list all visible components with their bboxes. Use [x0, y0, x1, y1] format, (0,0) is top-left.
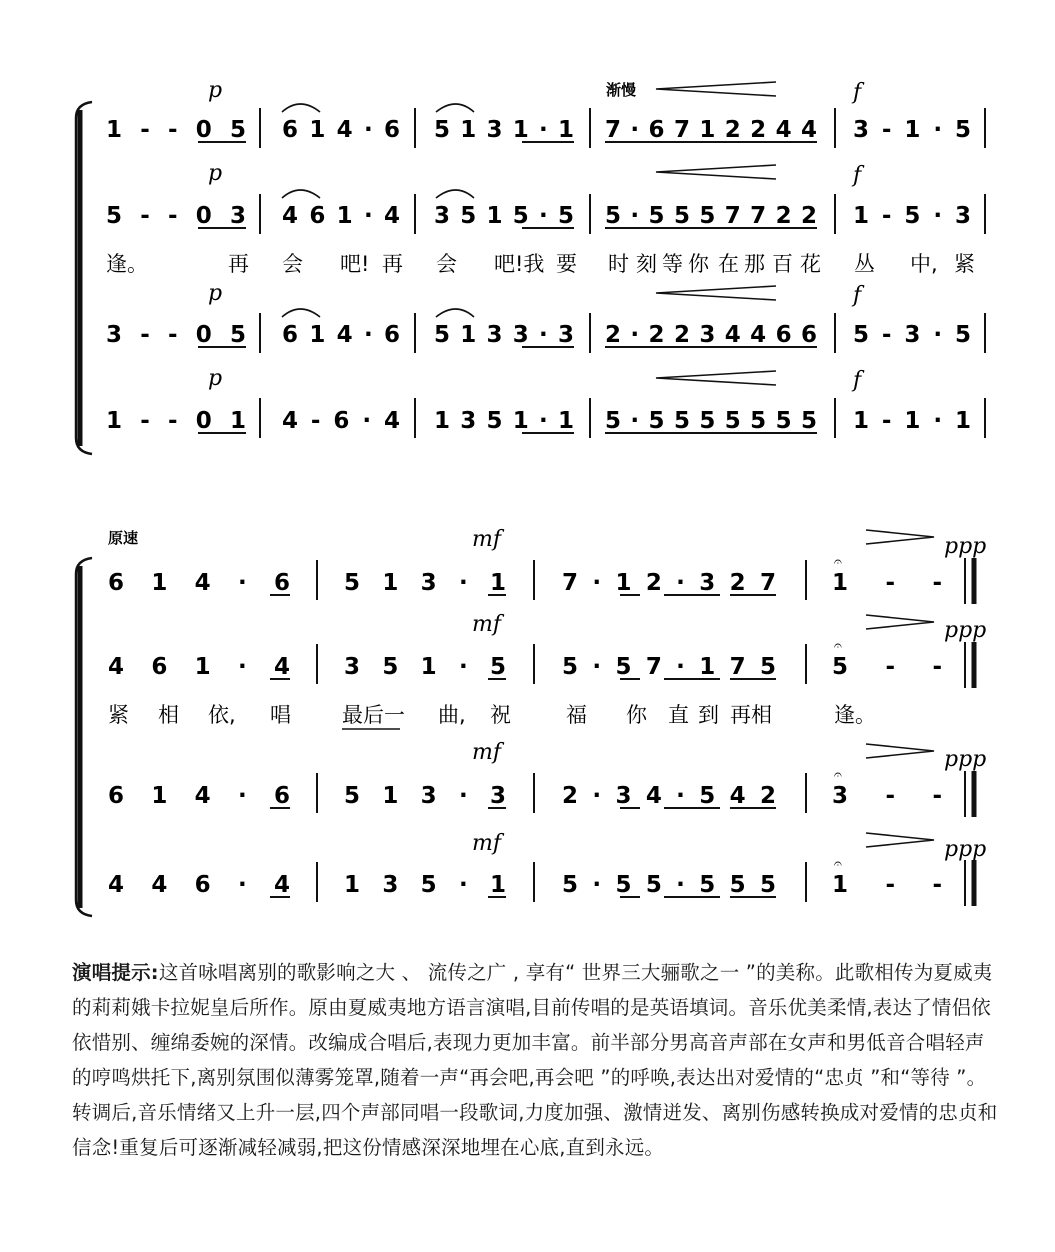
dynamic-start: p [208, 78, 223, 103]
lyric: 紧 [108, 703, 129, 727]
lyric: 你 [626, 703, 647, 727]
measure: 5 1 3 3 · 3 [434, 322, 574, 348]
dynamic-end: f [853, 368, 862, 393]
lyric: 再 [228, 252, 249, 276]
fermata-icon: 𝄐 [834, 856, 842, 872]
measure: 6 1 4 · 6 [108, 783, 290, 809]
lyric: 刻 [636, 252, 657, 276]
measure: 1 - - 0 5 [106, 117, 246, 143]
dynamic-end: f [853, 80, 862, 105]
lyric: 会 [436, 252, 457, 276]
lyric: 丛 [854, 252, 875, 276]
measure: 5 · 5 7 · 1 7 5 [562, 654, 776, 680]
tempo-mark-ritardando: 渐慢 [606, 81, 637, 99]
measure: 5 - - 0 3 [106, 203, 246, 229]
lyric: 百 [772, 252, 793, 276]
dynamic-end: ppp [944, 618, 987, 643]
system-1 [76, 78, 985, 454]
lyric: 中, [910, 252, 938, 276]
lyrics-2 [108, 703, 876, 729]
lyric: 唱 [270, 703, 291, 727]
measure: 5 1 3 1 · 1 [434, 117, 574, 143]
lyric: 再 [382, 252, 403, 276]
measure: 6 1 4 · 6 [282, 322, 400, 348]
lyric: 紧 [954, 252, 975, 276]
dynamic-start: mf [472, 612, 502, 637]
lyric: 花 [800, 252, 821, 276]
staff-1-4 [106, 366, 985, 438]
measure: 5 · 5 5 5 5 5 5 5 [605, 408, 817, 434]
measure: 3 5 1 · 5 [344, 654, 506, 680]
measure: 5 1 3 · 1 [344, 570, 506, 596]
lyric: 时 [608, 252, 629, 276]
lyric: 要 [556, 252, 577, 276]
performance-notes [72, 955, 1002, 1165]
dynamic-end: ppp [944, 534, 987, 559]
lyric: 直 [668, 703, 689, 727]
dynamic-end: f [853, 283, 862, 308]
lyric: 逢。 [834, 703, 876, 727]
lyric: 吧!我 [494, 252, 545, 276]
lyric: 那 [744, 252, 765, 276]
lyric: 再相 [730, 703, 772, 727]
measure: 4 4 6 · 4 [108, 872, 290, 898]
system-2 [76, 527, 986, 916]
staff-1-1 [106, 78, 985, 148]
measure: 1 - - [832, 570, 942, 596]
staff-1-2 [106, 161, 985, 234]
measure: 5 - 3 · 5 [853, 322, 971, 348]
measure: 5 · 5 5 5 7 7 2 2 [605, 203, 817, 229]
lyric: 会 [282, 252, 303, 276]
lyric: 依, [208, 703, 236, 727]
fermata-icon: 𝄐 [834, 638, 842, 654]
measure: 1 3 5 · 1 [344, 872, 506, 898]
lyric: 你 [688, 252, 709, 276]
staff-2-3 [108, 740, 986, 817]
dynamic-start: mf [472, 527, 502, 552]
lyric: 吧! [340, 252, 370, 276]
lyric: 逢。 [106, 252, 148, 276]
lyric: 等 [662, 252, 683, 276]
dynamic-start: p [208, 281, 223, 306]
measure: 3 - - 0 5 [106, 322, 246, 348]
dynamic-start: mf [472, 740, 502, 765]
measure: 4 6 1 · 4 [282, 203, 400, 229]
lyric: 祝 [490, 703, 511, 727]
measure: 3 5 1 5 · 5 [434, 203, 574, 229]
measure: 1 - 5 · 3 [853, 203, 971, 229]
lyric: 最后一 [342, 703, 405, 727]
measure: 7 · 1 2 · 3 2 7 [562, 570, 776, 596]
measure: 6 1 4 · 6 [282, 117, 400, 143]
lyric: 相 [158, 703, 179, 727]
notes-label: 演唱提示: [72, 961, 159, 984]
staff-2-4 [108, 831, 986, 906]
measure: 4 6 1 · 4 [108, 654, 290, 680]
measure: 1 3 5 1 · 1 [434, 408, 574, 434]
measure: 6 1 4 · 6 [108, 570, 290, 596]
dynamic-end: f [853, 163, 862, 188]
staff-1-3 [106, 281, 985, 353]
measure: 3 - 1 · 5 [853, 117, 971, 143]
tempo-mark-a-tempo: 原速 [108, 529, 139, 547]
lyric: 在 [718, 252, 739, 276]
lyrics-1 [106, 252, 975, 276]
dynamic-start: p [208, 366, 223, 391]
fermata-icon: 𝄐 [834, 767, 842, 783]
dynamic-end: ppp [944, 747, 987, 772]
measure: 5 1 3 · 3 [344, 783, 506, 809]
lyric: 福 [566, 703, 587, 727]
measure: 7 · 6 7 1 2 2 4 4 [605, 117, 817, 143]
staff-2-2 [108, 612, 986, 688]
dynamic-start: p [208, 161, 223, 186]
measure: 4 - 6 · 4 [282, 408, 400, 434]
measure: 1 - 1 · 1 [853, 408, 971, 434]
measure: 2 · 3 4 · 5 4 2 [562, 783, 776, 809]
measure: 1 - - [832, 872, 942, 898]
measure: 1 - - 0 1 [106, 408, 246, 434]
dynamic-end: ppp [944, 837, 987, 862]
fermata-icon: 𝄐 [834, 554, 842, 570]
lyric: 曲, [438, 703, 466, 727]
measure: 3 - - [832, 783, 942, 809]
staff-2-1 [108, 527, 986, 604]
decrescendo-hairpins [866, 530, 934, 847]
measure: 5 · 5 5 · 5 5 5 [562, 872, 776, 898]
notes-text: 这首咏唱离别的歌影响之大 、 流传之广 , 享有“ 世界三大骊歌之一 ”的美称。此歌相传为夏威夷的莉莉娥卡拉妮皇后所作。原由夏威夷地方语言演唱,目前传唱的是英语填词。音乐优美柔情,表达了情侣依依惜别、缠绵委婉的深情。改编成合唱后,表现力更加丰富。前半部分男高音声部在女声和男低音合唱轻声的哼鸣烘托下,离别氛围似薄雾笼罩,随着一声“再会吧,再会吧 ”的呼唤,表达出对爱情的“忠贞 ”和“等待 ”。转调后,音乐情绪又上升一层,四个声部同唱一段歌词,力度加强、激情迸发、离别伤感转换成对爱情的忠贞和信念!重复后可逐渐减轻减弱,把这份情感深深地埋在心底,直到永远。 [72, 961, 998, 1159]
dynamic-start: mf [472, 831, 502, 856]
lyric: 到 [698, 703, 719, 727]
measure: 2 · 2 2 3 4 4 6 6 [605, 322, 817, 348]
measure: 5 - - [832, 654, 942, 680]
